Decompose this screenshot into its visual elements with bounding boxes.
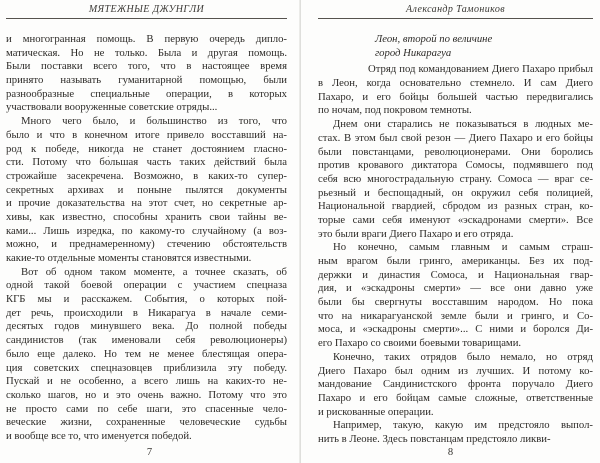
text-line: рьезный и беспощадный, он окружил себя полицией,	[318, 186, 593, 199]
text-line: принято называть гуманитарной помощью, были	[6, 74, 287, 87]
text-line: было и что в конечном итоге привело восставший на-	[6, 128, 287, 141]
text-line: были повстанцами, революционерами. Они боролись	[318, 145, 593, 158]
text-line: Конечно, таких отрядов было немало, но отряд	[333, 350, 593, 363]
text-line: матическая. Но не только. Была и другая помощь.	[6, 46, 287, 59]
text-line: дет речь, происходили в Никарагуа в начале семи-	[6, 306, 287, 319]
paragraph	[318, 419, 593, 446]
right-page-number: 8	[447, 447, 454, 458]
text-line: сколько шагов, но и это очень важно. Потому что это	[6, 388, 287, 401]
text-line: держки и династия Сомоса, и Национальная гвар-	[318, 268, 593, 281]
text-line: сандинистов (так именовали себя революционеры)	[6, 334, 287, 347]
left-page-text	[6, 33, 287, 444]
text-line: моса, и «эскадроны смерти»... С ними и боролся Ди-	[318, 323, 593, 336]
text-line: Пахаро, и его бойцы большей частью передвигались	[318, 90, 593, 103]
text-line: участвовали вооруженные советские отряды...	[6, 101, 218, 114]
text-line: строжайше засекречена. Возможно, в каких-то супер-	[6, 169, 287, 182]
right-page-body	[318, 63, 593, 446]
text-line: род к победе, никогда не станет достоянием гласно-	[6, 142, 287, 155]
paragraph	[318, 351, 593, 419]
text-line: какие-то отдельные моменты становятся известными.	[6, 252, 252, 264]
text-line: десятых годов минувшего века. До полной победы	[6, 320, 287, 333]
text-line: себя всю многострадальную страну. Сомоса — враг се-	[318, 172, 593, 185]
chapter-subheading-line: Леон, второй по величине	[375, 33, 493, 45]
paragraph	[6, 115, 287, 266]
text-line: Днем они старались не показываться в людных ме-	[333, 118, 593, 131]
paragraph	[6, 33, 287, 115]
text-line: по ночам, под покровом темноты.	[318, 104, 472, 117]
text-line: сти. Потому что бо́льшая часть таких действий была	[6, 156, 287, 169]
text-line: разнообразные специальные операции, в которых	[6, 87, 287, 100]
text-line: одной такой боевой операции с участием спецназа	[6, 279, 287, 292]
text-line: было еще далеко. Но тем не менее блестящая опера-	[6, 347, 287, 360]
left-page	[0, 0, 299, 463]
chapter-subheading-line: город Никарагуа	[375, 46, 452, 59]
text-line: и многогранная помощь. В первую очередь дипло-	[6, 33, 287, 45]
text-line: против кровавого диктатора Сомосы, подмявшего под	[318, 159, 593, 172]
text-line: были бы свергнуты восставшим народом. Но пока	[318, 296, 593, 309]
left-header-rule	[6, 18, 287, 19]
paragraph	[318, 118, 593, 241]
text-line: Были поставки всего того, что в настоящее время	[6, 60, 287, 73]
right-page-text	[318, 33, 593, 447]
text-line: его Пахаро со своими боевыми товарищами.	[318, 337, 522, 350]
text-line: стах. В этом был свой резон — Диего Пахаро и его бойцы	[318, 131, 593, 144]
text-line: Диего Пахаро был одним из лучших. И потому ко-	[318, 364, 593, 377]
right-page	[301, 0, 600, 463]
left-running-header: МЯТЕЖНЫЕ ДЖУНГЛИ	[88, 4, 205, 15]
text-line: веческие жизни, сохраненные человеческие судьбы	[6, 416, 287, 429]
text-line: КГБ мы и расскажем. События, о которых пой-	[6, 293, 287, 306]
text-line: Например, такую, какую им предстояло выпол-	[333, 419, 593, 432]
text-line: и прочие доказательства на этот счет, но секретные ар-	[6, 197, 287, 210]
left-page-number: 7	[146, 447, 153, 458]
text-line: в Леон, когда основательно стемнело. И сам Диего	[318, 77, 593, 90]
text-line: Национальной гвардией, сбродом из разных стран, ко-	[318, 200, 593, 213]
text-line: ным врагом были гринго, американцы. Без их под-	[318, 255, 593, 268]
text-line: дия, и «эскадроны смерти» — все они давно уже	[318, 282, 593, 295]
text-line: ками... Лишь изредка, по какому-то случайному (а воз-	[6, 224, 287, 237]
text-line: Пускай и не особенно, а всего лишь на каких-то не-	[6, 375, 287, 388]
text-line: Вот об одном таком моменте, а точнее сказать, об	[21, 265, 287, 278]
text-line: можно, и преднамеренному) стечению обстоятельств	[6, 238, 287, 251]
text-line: мандование Сандинистского фронта поручало Диего	[318, 378, 593, 391]
text-line: что на никарагуанской земле были и гринго, и Со-	[318, 309, 593, 322]
text-line: секретных архивах и поныне пылятся документы	[6, 183, 287, 196]
text-line: и вообще все то, что именуется победой.	[6, 429, 192, 442]
text-line: это были враги Диего Пахаро и его отряда.	[318, 227, 514, 240]
paragraph	[318, 63, 593, 118]
text-line: ция советских спецназовцев приблизила эту победу.	[6, 361, 287, 374]
text-line: нить в Леоне. Здесь повстанцам предстояло ликви-	[318, 432, 551, 445]
right-header-rule	[318, 18, 593, 19]
paragraph	[318, 241, 593, 351]
text-line: Пахаро и его бойцам самые сложные, ответственные	[318, 391, 593, 404]
text-line: хивы, как известно, способны хранить свои тайны ве-	[6, 210, 287, 223]
right-running-header: Александр Тамоников	[406, 4, 505, 15]
text-line: торые сами себя именуют «эскадронами смерти». Все	[318, 213, 593, 226]
text-line: Но конечно, самым главным и самым страш-	[333, 241, 593, 254]
paragraph	[6, 266, 287, 444]
text-line: Отряд под командованием Диего Пахаро прибыл	[368, 63, 593, 76]
text-line: и рискованные операции.	[318, 405, 434, 418]
text-line: не просто сами по себе шаги, это спасенные чело-	[6, 402, 287, 415]
text-line: Много чего было, и большинство из того, что	[21, 115, 287, 128]
chapter-subheading	[318, 33, 593, 60]
